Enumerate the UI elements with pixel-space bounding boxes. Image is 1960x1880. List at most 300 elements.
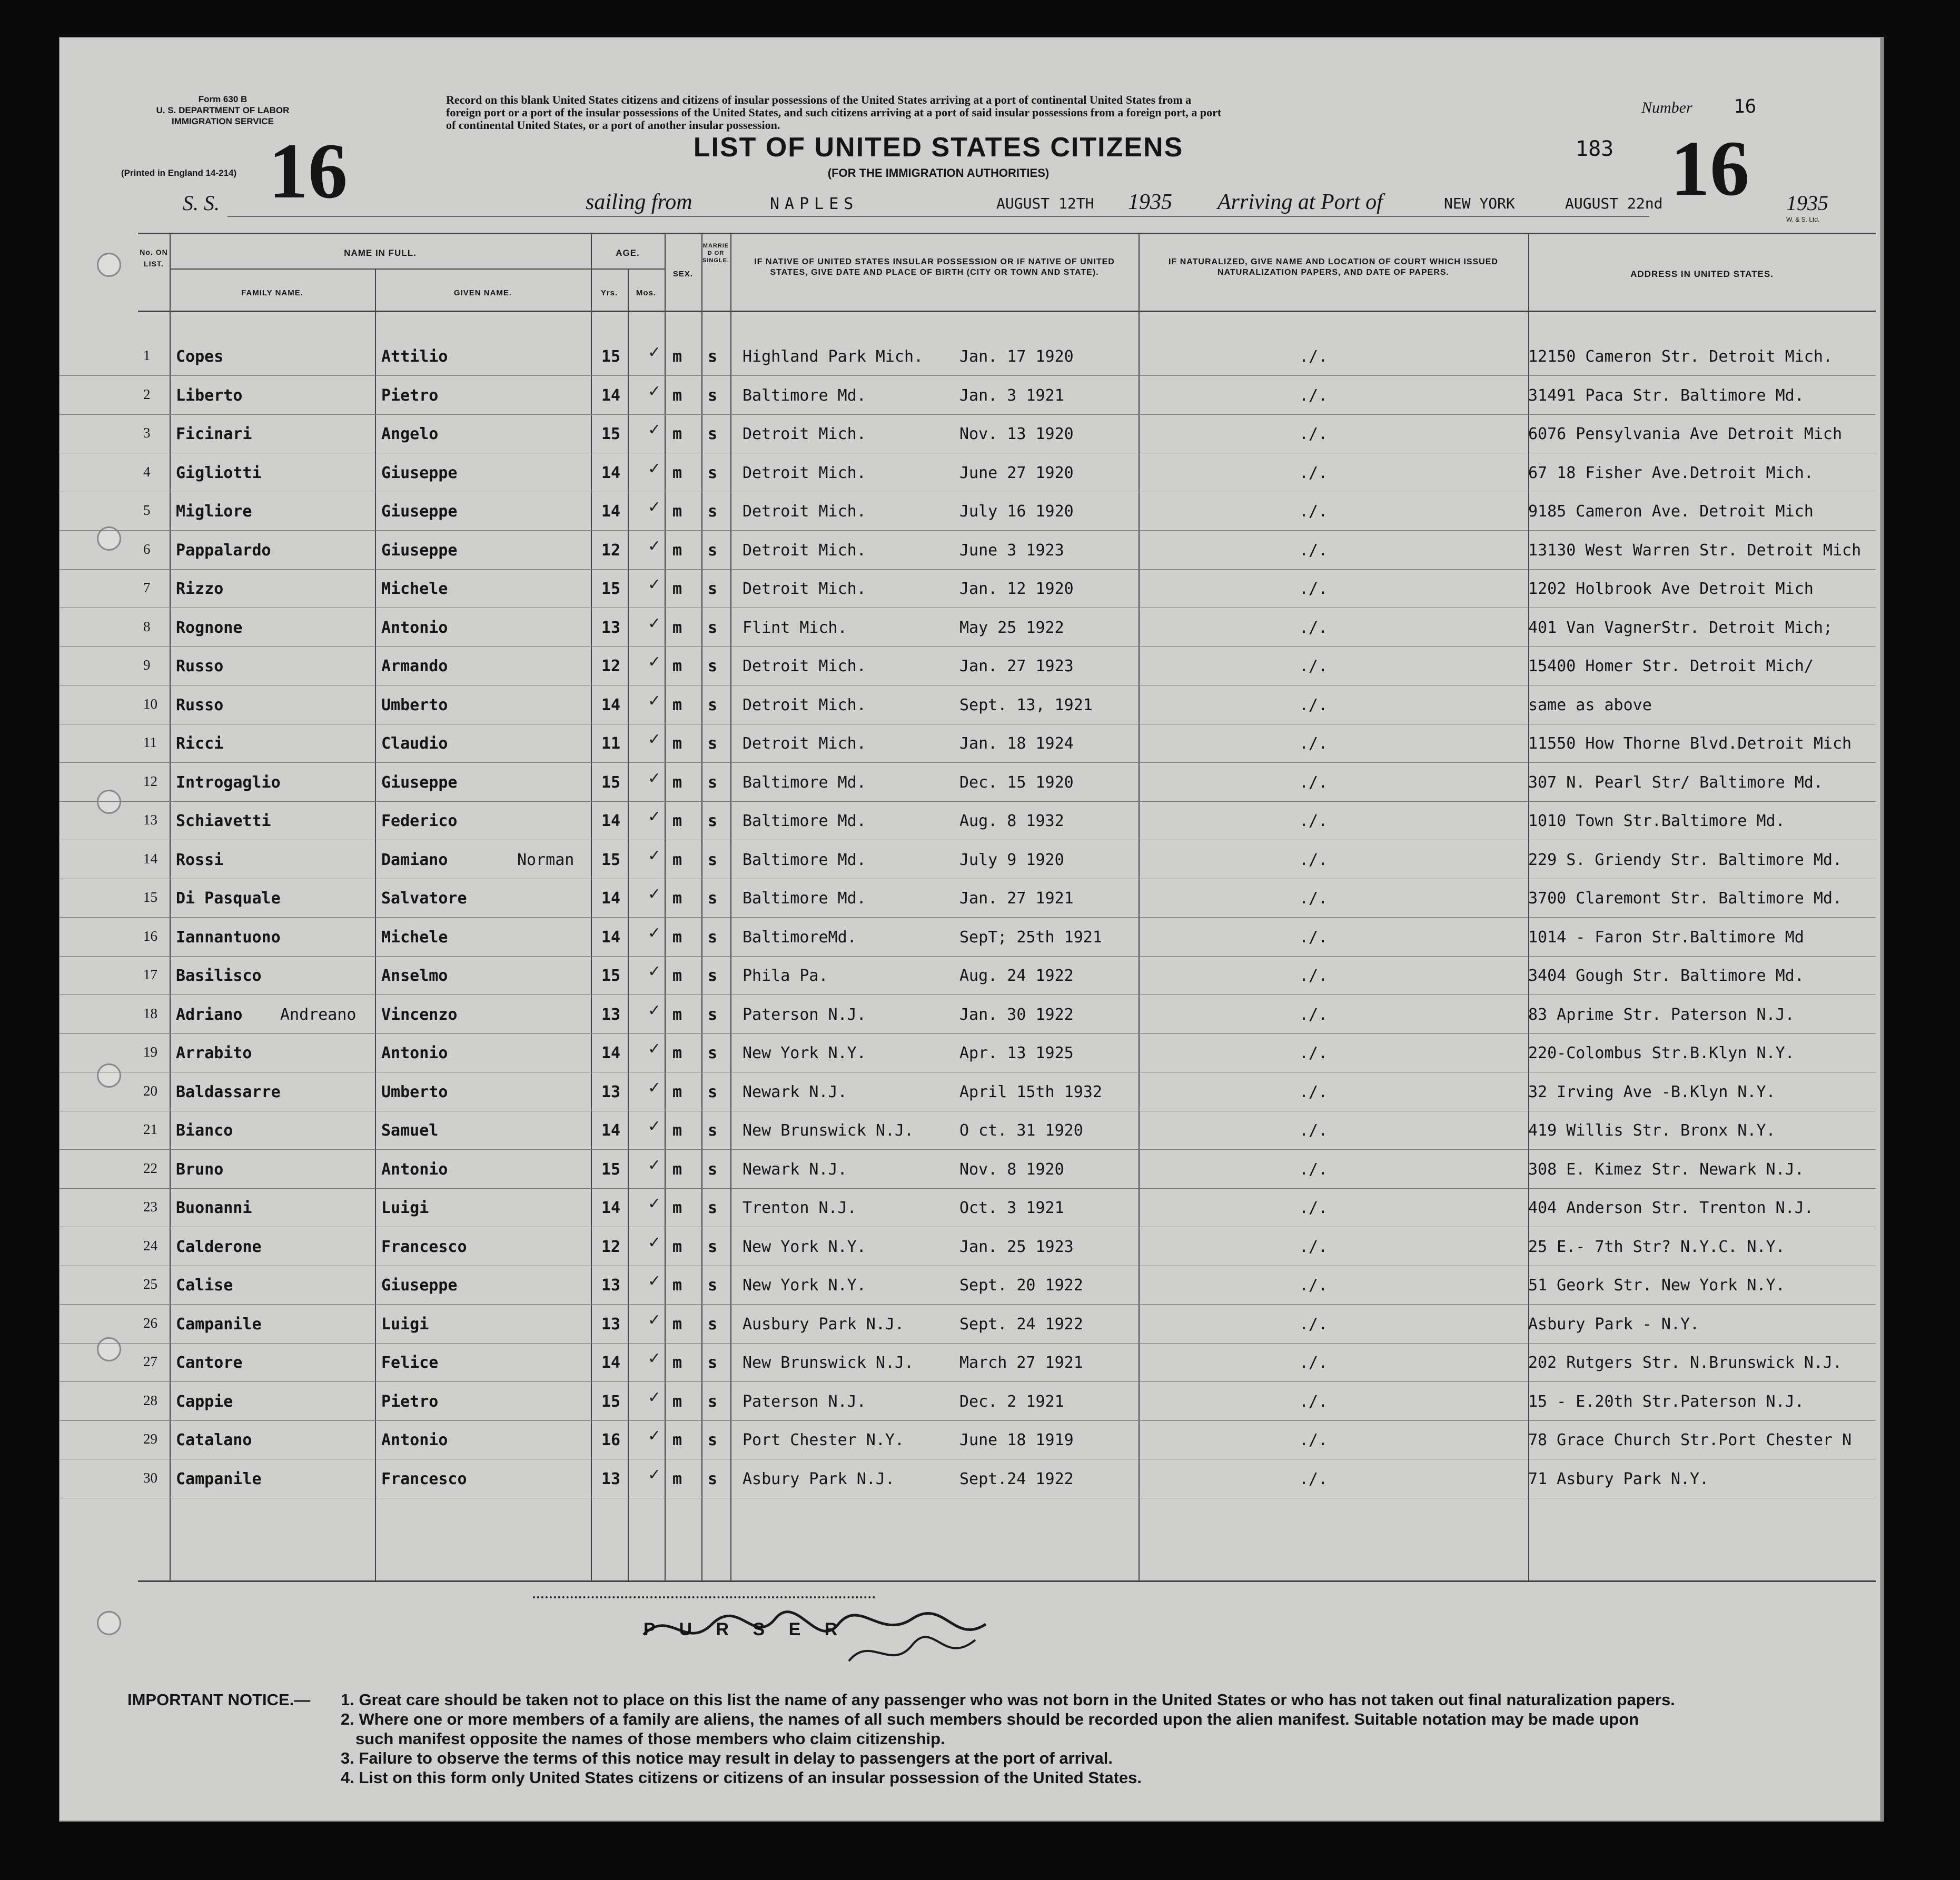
row-number: 3 — [143, 425, 151, 441]
table-row — [59, 994, 1876, 1034]
marital-status: s — [708, 1469, 718, 1488]
check-mark: ✓ — [648, 1311, 661, 1329]
given-name: Damiano — [381, 850, 448, 869]
given-name: Pietro — [381, 386, 439, 405]
naturalization: ./. — [1299, 580, 1328, 598]
address: 401 Van VagnerStr. Detroit Mich; — [1528, 618, 1833, 637]
table-row — [59, 684, 1876, 724]
marital-status: s — [708, 773, 718, 792]
birth-place: New Brunswick N.J. — [743, 1121, 914, 1140]
naturalization: ./. — [1299, 1160, 1328, 1179]
table-row — [59, 413, 1876, 453]
naturalization: ./. — [1299, 1431, 1328, 1449]
age-years: 14 — [601, 1354, 621, 1372]
birth-place: Detroit Mich. — [743, 502, 866, 521]
birth-date: July 16 1920 — [959, 502, 1074, 521]
arriving-label: Arriving at Port of — [1217, 190, 1383, 214]
signature-scribble — [638, 1603, 1007, 1677]
birth-place: Baltimore Md. — [743, 889, 866, 908]
col-age: AGE. — [616, 248, 640, 258]
department: U. S. DEPARTMENT OF LABOR — [156, 105, 290, 115]
address: 308 E. Kimez Str. Newark N.J. — [1528, 1160, 1804, 1179]
sex: m — [672, 580, 682, 598]
address: 1010 Town Str.Baltimore Md. — [1528, 812, 1785, 830]
row-number: 8 — [143, 618, 151, 634]
family-name-note: Andreano — [280, 1005, 357, 1024]
row-number: 14 — [143, 850, 157, 867]
naturalization: ./. — [1299, 889, 1328, 908]
family-name: Catalano — [176, 1431, 252, 1449]
notice-item: 4. List on this form only United States citizens or citizens of an insular possession of the United States. — [341, 1768, 1142, 1787]
service: IMMIGRATION SERVICE — [172, 116, 274, 126]
age-years: 14 — [601, 463, 621, 482]
naturalization: ./. — [1299, 502, 1328, 521]
check-mark: ✓ — [648, 344, 661, 361]
list-number-left: 16 — [269, 127, 348, 215]
given-name: Angelo — [381, 425, 439, 443]
table-row — [59, 452, 1876, 492]
family-name: Basilisco — [176, 967, 262, 985]
family-name: Gigliotti — [176, 463, 262, 482]
address: 307 N. Pearl Str/ Baltimore Md. — [1528, 773, 1823, 792]
row-number: 20 — [143, 1082, 157, 1099]
departure-year: 1935 — [1128, 190, 1172, 214]
sex: m — [672, 1160, 682, 1179]
check-mark: ✓ — [648, 1040, 661, 1058]
birth-place: Baltimore Md. — [743, 812, 866, 830]
naturalization: ./. — [1299, 967, 1328, 985]
family-name: Pappalardo — [176, 541, 271, 560]
purser-label: P U R S E R — [644, 1619, 847, 1639]
given-name: Vincenzo — [381, 1005, 458, 1024]
family-name: Ficinari — [176, 425, 252, 443]
birth-place: Detroit Mich. — [743, 425, 866, 443]
birth-place: Detroit Mich. — [743, 463, 866, 482]
family-name: Schiavetti — [176, 812, 271, 830]
naturalization: ./. — [1299, 541, 1328, 560]
row-number: 6 — [143, 541, 151, 557]
birth-date: Apr. 13 1925 — [959, 1044, 1074, 1062]
table-row — [59, 375, 1876, 415]
check-mark: ✓ — [648, 537, 661, 555]
table-row — [59, 491, 1876, 531]
check-mark: ✓ — [648, 692, 661, 710]
birth-date: Jan. 18 1924 — [959, 734, 1074, 753]
marital-status: s — [708, 618, 718, 637]
given-name: Federico — [381, 812, 458, 830]
family-name: Adriano — [176, 1005, 243, 1024]
birth-date: Jan. 27 1921 — [959, 889, 1074, 908]
col-yrs: Yrs. — [600, 289, 618, 297]
age-years: 15 — [601, 850, 621, 869]
address: 6076 Pensylvania Ave Detroit Mich — [1528, 425, 1843, 443]
birth-place: Port Chester N.Y. — [743, 1431, 905, 1449]
given-name: Antonio — [381, 618, 448, 637]
row-number: 21 — [143, 1121, 157, 1137]
family-name: Buonanni — [176, 1199, 252, 1217]
marital-status: s — [708, 1005, 718, 1024]
marital-status: s — [708, 850, 718, 869]
family-name: Rognone — [176, 618, 243, 637]
sex: m — [672, 1392, 682, 1411]
birth-place: Highland Park Mich. — [743, 347, 924, 366]
sex: m — [672, 1044, 682, 1062]
check-mark: ✓ — [648, 1466, 661, 1484]
table-row — [59, 1149, 1876, 1189]
age-years: 15 — [601, 967, 621, 985]
marital-status: s — [708, 1082, 718, 1101]
naturalization: ./. — [1299, 1237, 1328, 1256]
family-name: Calise — [176, 1276, 233, 1295]
col-birth: IF NATIVE OF UNITED STATES INSULAR POSSESSION OR IF NATIVE OF UNITED STATES, GIVE DATE AND PLACE OF BIRTH (CITY OR TOWN AND STATE). — [754, 257, 1115, 277]
table-row — [59, 1071, 1876, 1111]
sex: m — [672, 347, 682, 366]
marital-status: s — [708, 889, 718, 908]
family-name: Calderone — [176, 1237, 262, 1256]
birth-place: Ausbury Park N.J. — [743, 1315, 905, 1334]
family-name: Introgaglio — [176, 773, 281, 792]
family-name: Arrabito — [176, 1044, 252, 1062]
birth-date: Dec. 15 1920 — [959, 773, 1074, 792]
page-title: LIST OF UNITED STATES CITIZENS — [693, 132, 1184, 163]
family-name: Migliore — [176, 502, 252, 521]
check-mark: ✓ — [648, 963, 661, 980]
address: 419 Willis Str. Bronx N.Y. — [1528, 1121, 1776, 1140]
birth-place: Newark N.J. — [743, 1160, 847, 1179]
sex: m — [672, 1121, 682, 1140]
address: 25 E.- 7th Str? N.Y.C. N.Y. — [1528, 1237, 1785, 1256]
naturalization: ./. — [1299, 773, 1328, 792]
birth-date: April 15th 1932 — [959, 1082, 1102, 1101]
sex: m — [672, 1276, 682, 1295]
check-mark: ✓ — [648, 460, 661, 478]
family-name: Bianco — [176, 1121, 233, 1140]
arrival-date: AUGUST 22nd — [1565, 195, 1663, 212]
check-mark: ✓ — [648, 1156, 661, 1174]
family-name: Cappie — [176, 1392, 233, 1411]
sex: m — [672, 1431, 682, 1449]
family-name: Russo — [176, 657, 224, 675]
table-row — [59, 762, 1876, 802]
table-row — [59, 917, 1876, 957]
table-row — [59, 800, 1876, 840]
naturalization: ./. — [1299, 734, 1328, 753]
naturalization: ./. — [1299, 463, 1328, 482]
sex: m — [672, 386, 682, 405]
age-years: 14 — [601, 1044, 621, 1062]
sex: m — [672, 850, 682, 869]
given-name: Armando — [381, 657, 448, 675]
age-years: 13 — [601, 1276, 621, 1295]
birth-place: Detroit Mich. — [743, 657, 866, 675]
age-years: 13 — [601, 1082, 621, 1101]
check-mark: ✓ — [648, 886, 661, 903]
marital-status: s — [708, 425, 718, 443]
instruction-line: Record on this blank United States citizens and citizens of insular possessions of the United States arriving at a port of continental United States from a — [446, 93, 1192, 106]
sex: m — [672, 1082, 682, 1101]
col-mos: Mos. — [636, 289, 657, 297]
birth-date: Dec. 2 1921 — [959, 1392, 1064, 1411]
address: 13130 West Warren Str. Detroit Mich — [1528, 541, 1862, 560]
notice-heading: IMPORTANT NOTICE.— — [127, 1690, 311, 1709]
family-name: Copes — [176, 347, 224, 366]
table-row — [59, 1342, 1876, 1382]
form-number: Form 630 B — [198, 94, 248, 104]
given-name: Antonio — [381, 1160, 448, 1179]
age-years: 14 — [601, 386, 621, 405]
birth-place: New York N.Y. — [743, 1237, 866, 1256]
birth-date: Aug. 24 1922 — [959, 967, 1074, 985]
address: 71 Asbury Park N.Y. — [1528, 1469, 1709, 1488]
check-mark: ✓ — [648, 1195, 661, 1212]
age-years: 12 — [601, 541, 621, 560]
given-name: Pietro — [381, 1392, 439, 1411]
address: 83 Aprime Str. Paterson N.J. — [1528, 1005, 1795, 1024]
age-years: 14 — [601, 928, 621, 947]
check-mark: ✓ — [648, 769, 661, 787]
age-years: 14 — [601, 695, 621, 714]
age-years: 14 — [601, 502, 621, 521]
birth-date: June 3 1923 — [959, 541, 1064, 560]
naturalization: ./. — [1299, 425, 1328, 443]
birth-place: BaltimoreMd. — [743, 928, 857, 947]
birth-date: July 9 1920 — [959, 850, 1064, 869]
notice-item: 1. Great care should be taken not to place on this list the name of any passenger who was not born in the United States or who has not taken out final naturalization papers. — [341, 1690, 1675, 1709]
purser-signature — [638, 1603, 1007, 1683]
col-name-in-full: NAME IN FULL. — [344, 248, 417, 258]
row-number: 11 — [143, 734, 157, 750]
manifest-sheet — [59, 37, 1884, 1822]
row-number: 29 — [143, 1431, 157, 1447]
given-name: Claudio — [381, 734, 448, 753]
family-name: Ricci — [176, 734, 224, 753]
ss-label: S. S. — [183, 191, 220, 215]
given-name: Giuseppe — [381, 502, 458, 521]
sex: m — [672, 695, 682, 714]
table-row — [59, 530, 1876, 570]
age-years: 12 — [601, 657, 621, 675]
row-number: 9 — [143, 657, 151, 673]
address: 32 Irving Ave -B.Klyn N.Y. — [1528, 1082, 1776, 1101]
naturalization: ./. — [1299, 1469, 1328, 1488]
col-family-name: FAMILY NAME. — [241, 289, 303, 297]
given-name: Francesco — [381, 1469, 467, 1488]
row-number: 17 — [143, 967, 157, 982]
sex: m — [672, 425, 682, 443]
naturalization: ./. — [1299, 1121, 1328, 1140]
check-mark: ✓ — [648, 1427, 661, 1445]
age-years: 15 — [601, 1392, 621, 1411]
marital-status: s — [708, 463, 718, 482]
col-given-name: GIVEN NAME. — [453, 289, 512, 297]
birth-place: Detroit Mich. — [743, 580, 866, 598]
birth-date: Sept. 13, 1921 — [959, 695, 1093, 714]
row-number: 23 — [143, 1199, 157, 1215]
sailing-from-label: sailing from — [586, 190, 692, 214]
age-years: 14 — [601, 1199, 621, 1217]
given-name: Umberto — [381, 1082, 448, 1101]
address: 404 Anderson Str. Trenton N.J. — [1528, 1199, 1814, 1217]
col-naturalized: IF NATURALIZED, GIVE NAME AND LOCATION OF COURT WHICH ISSUED NATURALIZATION PAPERS, AND DATE OF PAPERS. — [1169, 257, 1498, 277]
naturalization: ./. — [1299, 1005, 1328, 1024]
birth-place: Baltimore Md. — [743, 773, 866, 792]
age-years: 15 — [601, 773, 621, 792]
check-mark: ✓ — [648, 1388, 661, 1406]
check-mark: ✓ — [648, 653, 661, 671]
family-name: Cantore — [176, 1354, 243, 1372]
given-name: Luigi — [381, 1315, 429, 1334]
age-years: 15 — [601, 425, 621, 443]
row-number: 24 — [143, 1237, 157, 1254]
sex: m — [672, 463, 682, 482]
check-mark: ✓ — [648, 731, 661, 748]
given-name-note: Norman — [517, 850, 575, 869]
table-row — [59, 839, 1876, 879]
sex: m — [672, 1469, 682, 1488]
marital-status: s — [708, 695, 718, 714]
birth-place: New York N.Y. — [743, 1044, 866, 1062]
marital-status: s — [708, 1121, 718, 1140]
family-name: Campanile — [176, 1315, 262, 1334]
age-years: 13 — [601, 1469, 621, 1488]
check-mark: ✓ — [648, 1079, 661, 1097]
check-mark: ✓ — [648, 1234, 661, 1251]
punch-hole — [97, 1611, 121, 1635]
check-mark: ✓ — [648, 576, 661, 593]
marital-status: s — [708, 1431, 718, 1449]
printed-note: (Printed in England 14-214) — [121, 168, 237, 178]
marital-status: s — [708, 1199, 718, 1217]
address: 202 Rutgers Str. N.Brunswick N.J. — [1528, 1354, 1843, 1372]
family-name: Russo — [176, 695, 224, 714]
family-name: Rossi — [176, 850, 224, 869]
address: 220-Colombus Str.B.Klyn N.Y. — [1528, 1044, 1795, 1062]
address: 11550 How Thorne Blvd.Detroit Mich — [1528, 734, 1852, 753]
naturalization: ./. — [1299, 1199, 1328, 1217]
sex: m — [672, 541, 682, 560]
sex: m — [672, 657, 682, 675]
family-name: Liberto — [176, 386, 243, 405]
naturalization: ./. — [1299, 1276, 1328, 1295]
notice-item: 3. Failure to observe the terms of this notice may result in delay to passengers at the port of arrival. — [341, 1749, 1113, 1767]
address: 15 - E.20th Str.Paterson N.J. — [1528, 1392, 1804, 1411]
check-mark: ✓ — [648, 1118, 661, 1135]
check-mark: ✓ — [648, 1272, 661, 1290]
table-row — [59, 1419, 1876, 1459]
family-name: Campanile — [176, 1469, 262, 1488]
row-number: 2 — [143, 386, 151, 402]
naturalization: ./. — [1299, 386, 1328, 405]
table-row — [59, 1304, 1876, 1344]
birth-place: Phila Pa. — [743, 967, 828, 985]
given-name: Antonio — [381, 1044, 448, 1062]
birth-date: Nov. 13 1920 — [959, 425, 1074, 443]
age-years: 15 — [601, 347, 621, 366]
sex: m — [672, 1315, 682, 1334]
row-number: 13 — [143, 812, 157, 828]
age-years: 15 — [601, 580, 621, 598]
naturalization: ./. — [1299, 1082, 1328, 1101]
marital-status: s — [708, 812, 718, 830]
marital-status: s — [708, 1276, 718, 1295]
birth-date: Jan. 27 1923 — [959, 657, 1074, 675]
given-name: Umberto — [381, 695, 448, 714]
age-years: 13 — [601, 618, 621, 637]
table-row — [59, 1381, 1876, 1421]
table-row — [59, 955, 1876, 995]
row-number: 16 — [143, 928, 157, 944]
col-no: No. ON LIST. — [140, 248, 168, 268]
row-number: 10 — [143, 695, 157, 712]
sex: m — [672, 812, 682, 830]
given-name: Felice — [381, 1354, 439, 1372]
table-row — [59, 1226, 1876, 1266]
birth-place: Detroit Mich. — [743, 695, 866, 714]
birth-place: Trenton N.J. — [743, 1199, 857, 1217]
birth-date: Jan. 3 1921 — [959, 386, 1064, 405]
birth-place: Baltimore Md. — [743, 386, 866, 405]
given-name: Francesco — [381, 1237, 467, 1256]
check-mark: ✓ — [648, 808, 661, 825]
sex: m — [672, 889, 682, 908]
departure-date: AUGUST 12TH — [996, 195, 1094, 212]
address: same as above — [1528, 695, 1652, 714]
check-mark: ✓ — [648, 614, 661, 632]
instruction-line: of continental United States, or a port of another insular possession. — [446, 118, 780, 132]
naturalization: ./. — [1299, 928, 1328, 947]
marital-status: s — [708, 1354, 718, 1372]
row-number: 27 — [143, 1354, 157, 1369]
given-name: Anselmo — [381, 967, 448, 985]
naturalization: ./. — [1299, 1354, 1328, 1372]
birth-place: Paterson N.J. — [743, 1005, 866, 1024]
marital-status: s — [708, 1392, 718, 1411]
marital-status: s — [708, 657, 718, 675]
birth-place: Newark N.J. — [743, 1082, 847, 1101]
family-name: Baldassarre — [176, 1082, 281, 1101]
age-years: 16 — [601, 1431, 621, 1449]
birth-date: June 18 1919 — [959, 1431, 1074, 1449]
birth-place: Flint Mich. — [743, 618, 847, 637]
naturalization: ./. — [1299, 1044, 1328, 1062]
birth-place: Baltimore Md. — [743, 850, 866, 869]
marital-status: s — [708, 386, 718, 405]
given-name: Salvatore — [381, 889, 467, 908]
birth-place: Asbury Park N.J. — [743, 1469, 895, 1488]
table-row — [59, 1458, 1876, 1498]
notice-item: such manifest opposite the names of those members who claim citizenship. — [355, 1729, 945, 1748]
age-years: 13 — [601, 1315, 621, 1334]
check-mark: ✓ — [648, 421, 661, 439]
birth-place: Paterson N.J. — [743, 1392, 866, 1411]
birth-date: O ct. 31 1920 — [959, 1121, 1083, 1140]
address: 12150 Cameron Str. Detroit Mich. — [1528, 347, 1833, 366]
given-name: Giuseppe — [381, 463, 458, 482]
naturalization: ./. — [1299, 657, 1328, 675]
sex: m — [672, 734, 682, 753]
row-number: 26 — [143, 1315, 157, 1331]
row-number: 12 — [143, 773, 157, 789]
check-mark: ✓ — [648, 382, 661, 400]
port-arrival: NEW YORK — [1444, 195, 1515, 212]
page-subtitle: (FOR THE IMMIGRATION AUTHORITIES) — [827, 166, 1050, 180]
birth-date: Oct. 3 1921 — [959, 1199, 1064, 1217]
table-row — [59, 723, 1876, 763]
given-name: Giuseppe — [381, 541, 458, 560]
sex: m — [672, 1199, 682, 1217]
naturalization: ./. — [1299, 695, 1328, 714]
age-years: 13 — [601, 1005, 621, 1024]
